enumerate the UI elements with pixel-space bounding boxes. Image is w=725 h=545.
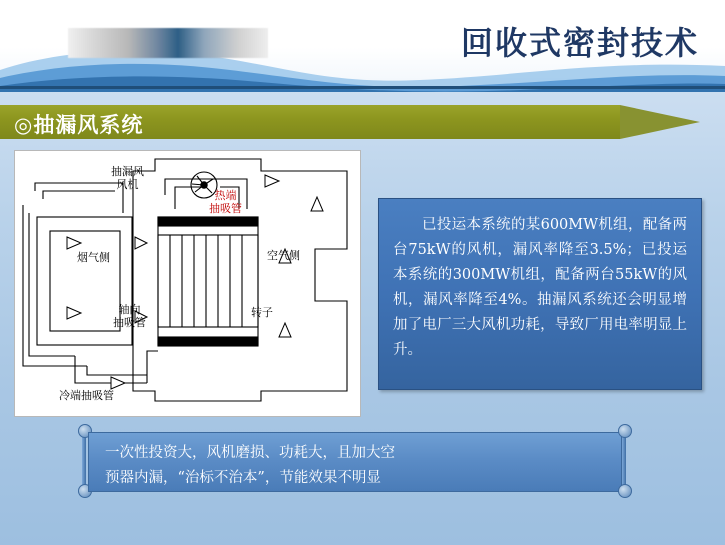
figure-label-flue-gas-side: 烟气侧 — [77, 251, 110, 264]
figure-label-axial-line1: 轴向 — [118, 303, 141, 316]
scroll-roll-right — [616, 424, 632, 496]
figure-label-fan-line2: 风机 — [116, 178, 139, 191]
conclusion-line-1: 一次性投资大，风机磨损、功耗大，且加大空 — [105, 445, 395, 461]
description-textbox — [378, 198, 702, 390]
figure-label-fan — [111, 165, 144, 191]
figure-label-axial — [113, 303, 146, 329]
section-bullet-icon: ◎ — [14, 112, 34, 137]
figure-label-rotor: 转子 — [251, 306, 273, 319]
figure-label-cold-end: 冷端抽吸管 — [59, 389, 114, 402]
conclusion-banner — [76, 424, 632, 496]
section-title — [14, 109, 143, 139]
scroll-knob-right-bottom — [618, 484, 632, 498]
slide-header — [0, 0, 725, 86]
air-preheater-diagram — [15, 151, 360, 416]
diagram-figure — [14, 150, 361, 417]
scroll-knob-right-top — [618, 424, 632, 438]
figure-label-fan-line1: 抽漏风 — [111, 165, 144, 178]
figure-label-hot-end-line1: 热端 — [214, 189, 237, 202]
company-logo — [68, 28, 268, 58]
figure-label-hot-end-line2: 抽吸管 — [209, 202, 242, 215]
section-banner-arrow — [620, 105, 700, 139]
section-label: 抽漏风系统 — [33, 112, 144, 137]
page-title: 回收式密封技术 — [460, 24, 699, 62]
header-divider — [0, 86, 725, 89]
figure-label-axial-line2: 抽吸管 — [113, 316, 146, 329]
figure-label-air-side: 空气侧 — [267, 249, 300, 262]
conclusion-text-body — [88, 432, 622, 492]
figure-label-hot-end — [209, 189, 242, 215]
section-banner — [0, 105, 700, 139]
description-text: 已投运本系统的某600MW机组，配备两台75kW的风机，漏风率降至3.5%；已投运本系统的300MW机组，配备两台55kW的风机，漏风率降至4%。抽漏风系统还会明显增加了电厂三大风机功耗，导致厂用电率明显上升。 — [393, 217, 687, 358]
conclusion-line-2: 预器内漏，“治标不治本”，节能效果不明显 — [105, 470, 381, 486]
